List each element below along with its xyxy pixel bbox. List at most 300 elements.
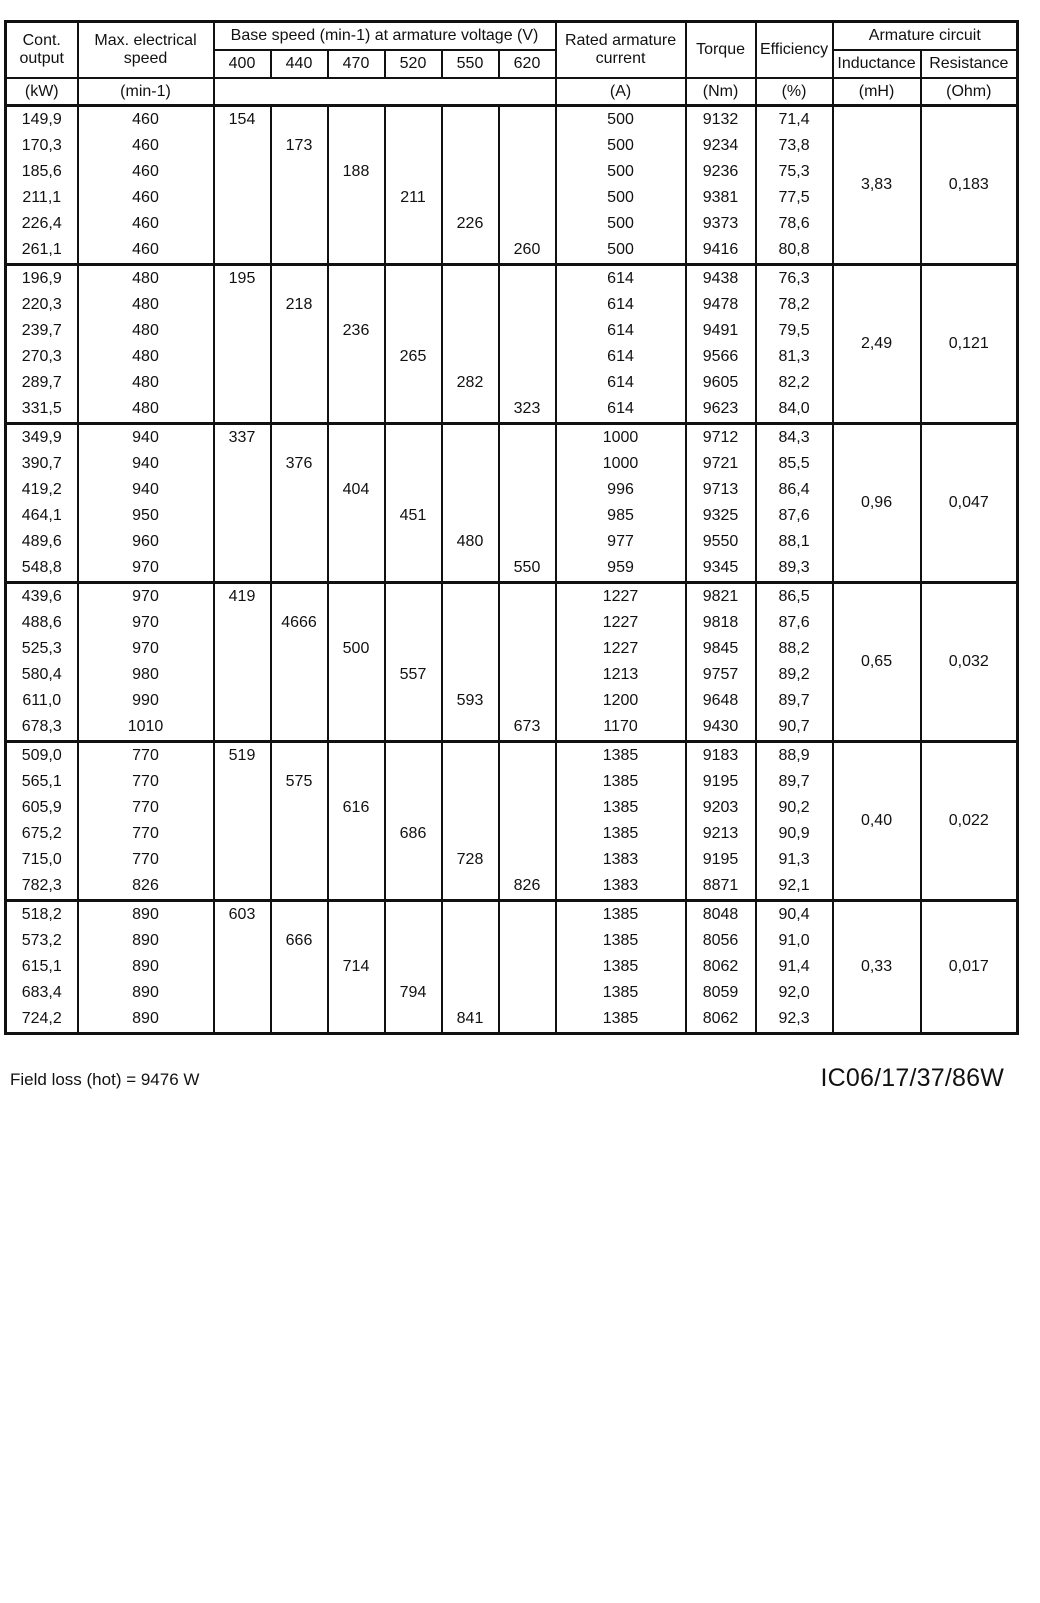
cell-rated-current: 614 [556, 370, 686, 396]
cell-base-speed: 4666 [271, 610, 328, 636]
cell-cont-output: 419,2 [6, 477, 78, 503]
cell-rated-current: 1385 [556, 954, 686, 980]
cell-max-speed: 890 [78, 901, 214, 929]
cell-base-speed: 603 [214, 901, 271, 929]
cell-base-speed: 841 [442, 1006, 499, 1034]
cell-rated-current: 1385 [556, 1006, 686, 1034]
cell-base-speed: 404 [328, 477, 385, 503]
cell-empty [442, 901, 499, 929]
cell-max-speed: 770 [78, 847, 214, 873]
cell-max-speed: 970 [78, 583, 214, 611]
cell-empty [442, 451, 499, 477]
cell-torque: 9713 [686, 477, 756, 503]
cell-empty [271, 344, 328, 370]
table-row [6, 265, 1018, 293]
cell-base-speed: 826 [499, 873, 556, 901]
cell-max-speed: 940 [78, 424, 214, 452]
cell-empty [385, 106, 442, 134]
cell-empty [499, 370, 556, 396]
cell-empty [328, 503, 385, 529]
cell-rated-current: 1000 [556, 424, 686, 452]
cell-cont-output: 196,9 [6, 265, 78, 293]
cell-max-speed: 826 [78, 873, 214, 901]
cell-torque: 8062 [686, 1006, 756, 1034]
cell-empty [385, 370, 442, 396]
unit-current: (A) [556, 78, 686, 106]
cell-resistance: 0,017 [921, 901, 1018, 1034]
cell-empty [385, 583, 442, 611]
cell-cont-output: 678,3 [6, 714, 78, 742]
cell-cont-output: 488,6 [6, 610, 78, 636]
cell-cont-output: 239,7 [6, 318, 78, 344]
cell-empty [385, 292, 442, 318]
cell-max-speed: 890 [78, 980, 214, 1006]
cell-torque: 9373 [686, 211, 756, 237]
cell-empty [442, 980, 499, 1006]
cell-empty [499, 795, 556, 821]
cell-torque: 9438 [686, 265, 756, 293]
cell-torque: 8056 [686, 928, 756, 954]
cell-empty [271, 688, 328, 714]
cell-max-speed: 770 [78, 795, 214, 821]
cell-empty [214, 928, 271, 954]
header-efficiency-label: Efficiency [759, 41, 829, 58]
cell-empty [271, 211, 328, 237]
cell-base-speed: 260 [499, 237, 556, 265]
cell-max-speed: 940 [78, 477, 214, 503]
cell-inductance: 2,49 [833, 265, 921, 424]
cell-torque: 9648 [686, 688, 756, 714]
header-cont-output-label: Cont. output [19, 32, 64, 67]
header-base-speed [214, 22, 556, 51]
cell-empty [499, 928, 556, 954]
cell-empty [442, 318, 499, 344]
cell-efficiency: 88,2 [756, 636, 833, 662]
cell-empty [214, 477, 271, 503]
cell-rated-current: 1385 [556, 980, 686, 1006]
cell-empty [442, 954, 499, 980]
cell-rated-current: 1227 [556, 636, 686, 662]
cell-empty [328, 873, 385, 901]
cell-empty [499, 662, 556, 688]
field-loss-note: Field loss (hot) = 9476 W [10, 1070, 200, 1089]
cell-cont-output: 289,7 [6, 370, 78, 396]
cell-cont-output: 261,1 [6, 237, 78, 265]
cell-empty [214, 688, 271, 714]
cell-max-speed: 980 [78, 662, 214, 688]
cell-empty [442, 133, 499, 159]
cell-empty [499, 265, 556, 293]
cell-empty [499, 451, 556, 477]
cell-resistance: 0,121 [921, 265, 1018, 424]
header-armature-circuit-label: Armature circuit [868, 27, 981, 44]
cell-empty [271, 821, 328, 847]
cell-max-speed: 890 [78, 928, 214, 954]
cell-torque: 9416 [686, 237, 756, 265]
cell-rated-current: 500 [556, 106, 686, 134]
cell-max-speed: 770 [78, 769, 214, 795]
cell-torque: 9236 [686, 159, 756, 185]
cell-torque: 8871 [686, 873, 756, 901]
cell-max-speed: 460 [78, 211, 214, 237]
header-max-speed-label: Max. electrical speed [94, 32, 197, 67]
cell-max-speed: 1010 [78, 714, 214, 742]
cell-torque: 9623 [686, 396, 756, 424]
cell-torque: 8059 [686, 980, 756, 1006]
cell-torque: 9845 [686, 636, 756, 662]
cell-torque: 9195 [686, 847, 756, 873]
table-row [6, 424, 1018, 452]
cell-cont-output: 605,9 [6, 795, 78, 821]
cell-base-speed: 236 [328, 318, 385, 344]
cell-rated-current: 1383 [556, 873, 686, 901]
cell-empty [442, 821, 499, 847]
cell-empty [271, 1006, 328, 1034]
cell-base-speed: 195 [214, 265, 271, 293]
header-inductance-label: Inductance [837, 55, 916, 72]
cell-empty [214, 769, 271, 795]
header-base-speed-label: Base speed (min-1) at armature voltage (V) [230, 27, 539, 44]
cell-empty [442, 106, 499, 134]
cell-empty [499, 159, 556, 185]
header-torque [686, 22, 756, 79]
cell-empty [214, 555, 271, 583]
cell-rated-current: 1227 [556, 583, 686, 611]
cell-efficiency: 84,3 [756, 424, 833, 452]
cell-base-speed: 480 [442, 529, 499, 555]
cell-rated-current: 977 [556, 529, 686, 555]
cell-efficiency: 90,4 [756, 901, 833, 929]
cell-cont-output: 185,6 [6, 159, 78, 185]
header-efficiency [756, 22, 833, 79]
cell-base-speed: 593 [442, 688, 499, 714]
cell-empty [328, 292, 385, 318]
cell-torque: 8048 [686, 901, 756, 929]
cell-empty [328, 1006, 385, 1034]
cell-base-speed: 226 [442, 211, 499, 237]
cell-cont-output: 675,2 [6, 821, 78, 847]
cell-rated-current: 1000 [556, 451, 686, 477]
cell-cont-output: 149,9 [6, 106, 78, 134]
cell-base-speed: 282 [442, 370, 499, 396]
header-resistance [921, 50, 1018, 78]
cell-rated-current: 500 [556, 237, 686, 265]
cell-torque: 9478 [686, 292, 756, 318]
cell-empty [499, 583, 556, 611]
cell-empty [271, 742, 328, 770]
header-rated-current-label: Rated armature current [564, 32, 677, 67]
cell-max-speed: 960 [78, 529, 214, 555]
cell-empty [442, 396, 499, 424]
cell-empty [499, 1006, 556, 1034]
cell-empty [499, 610, 556, 636]
cell-efficiency: 89,7 [756, 769, 833, 795]
cell-empty [271, 795, 328, 821]
cell-efficiency: 86,5 [756, 583, 833, 611]
cell-empty [328, 211, 385, 237]
cell-empty [385, 477, 442, 503]
cell-efficiency: 81,3 [756, 344, 833, 370]
cell-torque: 9550 [686, 529, 756, 555]
cell-rated-current: 1385 [556, 795, 686, 821]
cell-base-speed: 323 [499, 396, 556, 424]
cell-empty [385, 396, 442, 424]
cell-max-speed: 770 [78, 742, 214, 770]
cell-rated-current: 500 [556, 211, 686, 237]
cell-empty [385, 451, 442, 477]
cell-empty [214, 451, 271, 477]
cell-efficiency: 91,3 [756, 847, 833, 873]
header-armature-circuit [833, 22, 1018, 51]
cell-empty [328, 662, 385, 688]
cell-empty [328, 106, 385, 134]
cell-cont-output: 615,1 [6, 954, 78, 980]
cell-max-speed: 460 [78, 237, 214, 265]
cell-empty [271, 370, 328, 396]
cell-empty [385, 742, 442, 770]
cell-empty [385, 318, 442, 344]
cell-empty [499, 133, 556, 159]
voltage-header-2: 470 [328, 50, 385, 78]
cell-empty [271, 636, 328, 662]
cell-base-speed: 154 [214, 106, 271, 134]
cell-resistance: 0,047 [921, 424, 1018, 583]
cell-empty [328, 265, 385, 293]
cell-empty [442, 344, 499, 370]
voltage-header-3: 520 [385, 50, 442, 78]
cell-empty [442, 610, 499, 636]
cell-empty [328, 185, 385, 211]
cell-max-speed: 890 [78, 1006, 214, 1034]
header-resistance-label: Resistance [929, 55, 1009, 72]
cell-empty [214, 133, 271, 159]
cell-empty [214, 847, 271, 873]
cell-base-speed: 673 [499, 714, 556, 742]
cell-base-speed: 337 [214, 424, 271, 452]
cell-efficiency: 80,8 [756, 237, 833, 265]
cell-cont-output: 724,2 [6, 1006, 78, 1034]
cell-max-speed: 970 [78, 610, 214, 636]
cell-empty [271, 318, 328, 344]
cell-empty [214, 1006, 271, 1034]
cell-empty [499, 847, 556, 873]
cell-cont-output: 548,8 [6, 555, 78, 583]
cell-empty [385, 954, 442, 980]
cell-empty [442, 185, 499, 211]
cell-empty [271, 265, 328, 293]
cell-efficiency: 88,9 [756, 742, 833, 770]
cell-empty [214, 344, 271, 370]
cell-torque: 9325 [686, 503, 756, 529]
cell-empty [214, 503, 271, 529]
cell-empty [271, 106, 328, 134]
cell-empty [214, 159, 271, 185]
cell-empty [499, 318, 556, 344]
cell-efficiency: 92,0 [756, 980, 833, 1006]
cell-empty [499, 688, 556, 714]
cell-max-speed: 480 [78, 318, 214, 344]
cell-empty [499, 769, 556, 795]
cell-empty [442, 873, 499, 901]
cell-empty [499, 954, 556, 980]
cell-base-speed: 218 [271, 292, 328, 318]
cell-empty [214, 529, 271, 555]
cell-rated-current: 500 [556, 185, 686, 211]
units-row [6, 78, 1018, 106]
cell-empty [271, 555, 328, 583]
cell-cont-output: 331,5 [6, 396, 78, 424]
cell-efficiency: 88,1 [756, 529, 833, 555]
header-max-speed [78, 22, 214, 79]
cell-empty [442, 795, 499, 821]
cell-rated-current: 1227 [556, 610, 686, 636]
table-row [6, 901, 1018, 929]
cell-efficiency: 90,2 [756, 795, 833, 821]
unit-kw: (kW) [6, 78, 78, 106]
cell-efficiency: 89,2 [756, 662, 833, 688]
cell-torque: 9234 [686, 133, 756, 159]
cell-rated-current: 1383 [556, 847, 686, 873]
cell-base-speed: 173 [271, 133, 328, 159]
cell-torque: 9195 [686, 769, 756, 795]
cell-max-speed: 770 [78, 821, 214, 847]
cell-empty [271, 185, 328, 211]
cell-empty [442, 503, 499, 529]
cell-rated-current: 614 [556, 265, 686, 293]
cell-empty [271, 529, 328, 555]
cell-empty [385, 237, 442, 265]
cell-torque: 9430 [686, 714, 756, 742]
cell-empty [499, 344, 556, 370]
cell-empty [328, 583, 385, 611]
cell-empty [328, 901, 385, 929]
cell-empty [385, 873, 442, 901]
cell-empty [328, 742, 385, 770]
cell-max-speed: 460 [78, 159, 214, 185]
cell-torque: 9203 [686, 795, 756, 821]
cell-base-speed: 575 [271, 769, 328, 795]
cell-empty [499, 529, 556, 555]
header-torque-label: Torque [696, 41, 745, 58]
cell-base-speed: 714 [328, 954, 385, 980]
cell-empty [214, 610, 271, 636]
cell-empty [271, 873, 328, 901]
cell-base-speed: 419 [214, 583, 271, 611]
cell-empty [385, 265, 442, 293]
cell-base-speed: 265 [385, 344, 442, 370]
cell-empty [214, 318, 271, 344]
cell-empty [271, 662, 328, 688]
cell-empty [499, 185, 556, 211]
voltage-header-5: 620 [499, 50, 556, 78]
cell-rated-current: 1385 [556, 928, 686, 954]
cell-empty [328, 529, 385, 555]
cell-rated-current: 1170 [556, 714, 686, 742]
cell-empty [214, 662, 271, 688]
cell-efficiency: 73,8 [756, 133, 833, 159]
cell-empty [328, 555, 385, 583]
cell-empty [385, 529, 442, 555]
table-row [6, 742, 1018, 770]
cell-empty [328, 344, 385, 370]
cell-base-speed: 686 [385, 821, 442, 847]
cell-empty [442, 555, 499, 583]
voltage-header-1: 440 [271, 50, 328, 78]
cell-empty [271, 159, 328, 185]
cell-inductance: 0,65 [833, 583, 921, 742]
cell-torque: 9721 [686, 451, 756, 477]
cell-efficiency: 79,5 [756, 318, 833, 344]
cell-efficiency: 75,3 [756, 159, 833, 185]
cell-rated-current: 996 [556, 477, 686, 503]
cell-torque: 9213 [686, 821, 756, 847]
cell-empty [328, 847, 385, 873]
table-row [6, 106, 1018, 134]
cell-empty [328, 821, 385, 847]
cell-inductance: 0,40 [833, 742, 921, 901]
cell-cont-output: 226,4 [6, 211, 78, 237]
cell-empty [214, 370, 271, 396]
cell-empty [442, 714, 499, 742]
cell-base-speed: 376 [271, 451, 328, 477]
cell-empty [442, 769, 499, 795]
cell-empty [499, 742, 556, 770]
cell-empty [442, 477, 499, 503]
cell-empty [214, 714, 271, 742]
cell-empty [385, 714, 442, 742]
unit-torque: (Nm) [686, 78, 756, 106]
cell-empty [442, 424, 499, 452]
cell-cont-output: 683,4 [6, 980, 78, 1006]
cell-rated-current: 1213 [556, 662, 686, 688]
cell-empty [442, 292, 499, 318]
cell-empty [271, 583, 328, 611]
cell-empty [385, 928, 442, 954]
cell-empty [385, 159, 442, 185]
cell-empty [328, 928, 385, 954]
cell-empty [442, 742, 499, 770]
cell-empty [214, 873, 271, 901]
cell-torque: 9712 [686, 424, 756, 452]
cell-empty [328, 714, 385, 742]
cell-empty [385, 424, 442, 452]
cell-rated-current: 985 [556, 503, 686, 529]
cell-empty [499, 211, 556, 237]
cell-efficiency: 90,7 [756, 714, 833, 742]
cell-empty [499, 292, 556, 318]
cell-empty [499, 477, 556, 503]
cell-base-speed: 616 [328, 795, 385, 821]
cell-rated-current: 614 [556, 396, 686, 424]
cell-empty [499, 636, 556, 662]
cell-efficiency: 86,4 [756, 477, 833, 503]
cell-max-speed: 480 [78, 265, 214, 293]
cell-max-speed: 970 [78, 555, 214, 583]
cell-empty [442, 662, 499, 688]
cell-cont-output: 518,2 [6, 901, 78, 929]
cell-efficiency: 85,5 [756, 451, 833, 477]
cell-torque: 9821 [686, 583, 756, 611]
cell-efficiency: 89,3 [756, 555, 833, 583]
cell-rated-current: 1385 [556, 901, 686, 929]
cell-cont-output: 565,1 [6, 769, 78, 795]
cell-max-speed: 460 [78, 106, 214, 134]
cell-empty [328, 980, 385, 1006]
cell-empty [328, 133, 385, 159]
cell-efficiency: 82,2 [756, 370, 833, 396]
cell-inductance: 3,83 [833, 106, 921, 265]
unit-base-speed-blank [214, 78, 556, 106]
